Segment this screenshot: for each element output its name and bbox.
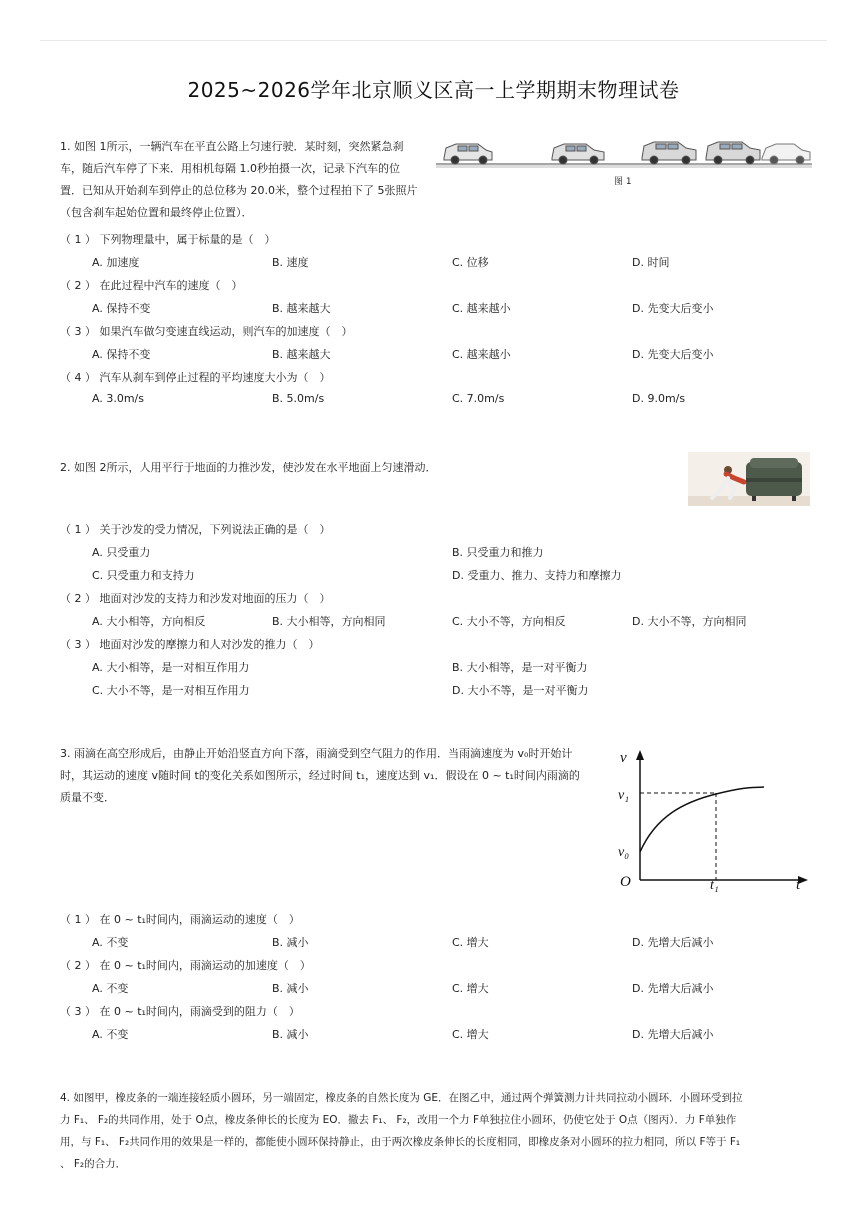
- figure-3-vt-graph: [612, 744, 812, 894]
- q4-stem-line: 用，与 F₁、 F₂共同作用的效果是一样的，都能使小圆环保持静止，由于两次橡皮条伸长的长度相同，即橡皮条对小圆环的拉力相同，所以 F等于 F₁: [60, 1136, 741, 1148]
- q2-sub2-question: （ 2 ） 地面对沙发的支持力和沙发对地面的压力（ ）: [60, 592, 331, 605]
- graph-label-v1: v₁: [618, 788, 630, 803]
- q1-sub3-option-d[interactable]: D. 先变大后变小: [632, 348, 714, 361]
- q2-sub2-option-d[interactable]: D. 大小不等，方向相同: [632, 615, 747, 628]
- q3-sub1-question: （ 1 ） 在 0 ~ t₁时间内，雨滴运动的速度（ ）: [60, 913, 300, 926]
- q2-sub1-option-d[interactable]: D. 受重力、推力、支持力和摩擦力: [452, 569, 622, 582]
- q2-stem: 2. 如图 2所示，人用平行于地面的力推沙发，使沙发在水平地面上匀速滑动．: [60, 461, 437, 474]
- q4-stem: [60, 1087, 742, 1175]
- q3-stem-line: 质量不变．: [60, 791, 115, 804]
- figure-1-caption: 图 1: [614, 177, 632, 187]
- q1-sub2-option-a[interactable]: A. 保持不变: [92, 302, 151, 315]
- q1-sub3-question: （ 3 ） 如果汽车做匀变速直线运动，则汽车的加速度（ ）: [60, 325, 353, 338]
- q1-stem: [60, 136, 417, 224]
- q1-stem-line: 置．已知从开始刹车到停止的总位移为 20.0米，整个过程拍下了 5张照片: [60, 184, 418, 197]
- q2-sub3-option-d[interactable]: D. 大小不等，是一对平衡力: [452, 684, 589, 697]
- graph-label-v0: v₀: [618, 845, 630, 860]
- q1-sub1-question: （ 1 ） 下列物理量中，属于标量的是（ ）: [60, 233, 276, 246]
- q3-sub2-option-c[interactable]: C. 增大: [452, 982, 489, 995]
- q3-stem: [60, 743, 580, 809]
- q3-sub2-option-b[interactable]: B. 减小: [272, 982, 309, 995]
- q3-sub2-option-a[interactable]: A. 不变: [92, 982, 129, 995]
- q1-sub2-option-b[interactable]: B. 越来越大: [272, 302, 331, 315]
- q3-sub1-option-a[interactable]: A. 不变: [92, 936, 129, 949]
- q2-sub2-option-c[interactable]: C. 大小不等，方向相反: [452, 615, 566, 628]
- q1-stem-line: 1. 如图 1所示，一辆汽车在平直公路上匀速行驶．某时刻，突然紧急刹: [60, 140, 404, 153]
- q2-sub3-option-a[interactable]: A. 大小相等，是一对相互作用力: [92, 661, 250, 674]
- page-title: 2025~2026学年北京顺义区高一上学期期末物理试卷: [187, 78, 680, 102]
- car-icon: [444, 144, 492, 164]
- q2-sub3-question: （ 3 ） 地面对沙发的摩擦力和人对沙发的推力（ ）: [60, 638, 320, 651]
- q4-stem-line: 4. 如图甲，橡皮条的一端连接轻质小圆环，另一端固定，橡皮条的自然长度为 GE．在图乙中，通过两个弹簧测力计共同拉动小圆环．小圆环受到拉: [60, 1092, 743, 1104]
- q4-stem-line: 力 F₁、 F₂的共同作用，处于 O点，橡皮条伸长的长度为 EO．撤去 F₁、 F₂，改用一个力 F单独拉住小圆环，仍使它处于 O点（图丙）．力 F单独作: [60, 1114, 737, 1126]
- q3-sub1-option-c[interactable]: C. 增大: [452, 936, 489, 949]
- q3-sub3-option-d[interactable]: D. 先增大后减小: [632, 1028, 714, 1041]
- graph-label-t: t: [796, 877, 801, 893]
- figure-2-push-sofa: [688, 452, 810, 506]
- q2-sub1-option-c[interactable]: C. 只受重力和支持力: [92, 569, 195, 582]
- graph-label-origin: O: [620, 874, 631, 890]
- q3-stem-line: 3. 雨滴在高空形成后，由静止开始沿竖直方向下落，雨滴受到空气阻力的作用．当雨滴速度为 v₀时开始计: [60, 747, 573, 760]
- q1-sub4-option-b[interactable]: B. 5.0m/s: [272, 392, 325, 405]
- q1-sub1-option-a[interactable]: A. 加速度: [92, 256, 140, 269]
- q1-sub4-option-c[interactable]: C. 7.0m/s: [452, 392, 505, 405]
- q1-stem-line: （包含刹车起始位置和最终停止位置）．: [60, 206, 253, 219]
- q1-sub2-option-d[interactable]: D. 先变大后变小: [632, 302, 714, 315]
- q3-sub3-option-c[interactable]: C. 增大: [452, 1028, 489, 1041]
- q3-sub1-option-d[interactable]: D. 先增大后减小: [632, 936, 714, 949]
- q2-sub1-question: （ 1 ） 关于沙发的受力情况，下列说法正确的是（ ）: [60, 523, 331, 536]
- figure-1-cars: [436, 134, 812, 174]
- q1-sub1-option-b[interactable]: B. 速度: [272, 256, 309, 269]
- q3-sub2-option-d[interactable]: D. 先增大后减小: [632, 982, 714, 995]
- q1-sub3-option-c[interactable]: C. 越来越小: [452, 348, 511, 361]
- q1-sub1-option-c[interactable]: C. 位移: [452, 256, 489, 269]
- graph-label-t1: t₁: [710, 878, 719, 893]
- q1-sub4-question: （ 4 ） 汽车从刹车到停止过程的平均速度大小为（ ）: [60, 371, 331, 384]
- q1-sub4-option-d[interactable]: D. 9.0m/s: [632, 392, 686, 405]
- q2-sub3-option-b[interactable]: B. 大小相等，是一对平衡力: [452, 661, 588, 674]
- q3-sub1-option-b[interactable]: B. 减小: [272, 936, 309, 949]
- q2-sub1-option-a[interactable]: A. 只受重力: [92, 546, 151, 559]
- q3-sub3-option-b[interactable]: B. 减小: [272, 1028, 309, 1041]
- q3-stem-line: 时，其运动的速度 v随时间 t的变化关系如图所示，经过时间 t₁，速度达到 v₁．假设在 0 ~ t₁时间内雨滴的: [60, 769, 580, 782]
- q2-sub1-option-b[interactable]: B. 只受重力和推力: [452, 546, 544, 559]
- q2-sub2-option-b[interactable]: B. 大小相等，方向相同: [272, 615, 386, 628]
- q3-sub3-question: （ 3 ） 在 0 ~ t₁时间内，雨滴受到的阻力（ ）: [60, 1005, 300, 1018]
- q4-stem-line: 、 F₂的合力．: [60, 1158, 127, 1170]
- q3-sub2-question: （ 2 ） 在 0 ~ t₁时间内，雨滴运动的加速度（ ）: [60, 959, 311, 972]
- top-divider: [40, 40, 827, 41]
- q2-sub3-option-c[interactable]: C. 大小不等，是一对相互作用力: [92, 684, 250, 697]
- q1-sub3-option-a[interactable]: A. 保持不变: [92, 348, 151, 361]
- q1-stem-line: 车，随后汽车停了下来．用相机每隔 1.0秒拍摄一次，记录下汽车的位: [60, 162, 400, 175]
- q1-sub1-option-d[interactable]: D. 时间: [632, 256, 670, 269]
- q3-sub3-option-a[interactable]: A. 不变: [92, 1028, 129, 1041]
- graph-label-v: v: [620, 750, 627, 766]
- q1-sub2-question: （ 2 ） 在此过程中汽车的速度（ ）: [60, 279, 243, 292]
- q1-sub4-option-a[interactable]: A. 3.0m/s: [92, 392, 144, 405]
- q1-sub3-option-b[interactable]: B. 越来越大: [272, 348, 331, 361]
- q1-sub2-option-c[interactable]: C. 越来越小: [452, 302, 511, 315]
- q2-sub2-option-a[interactable]: A. 大小相等，方向相反: [92, 615, 206, 628]
